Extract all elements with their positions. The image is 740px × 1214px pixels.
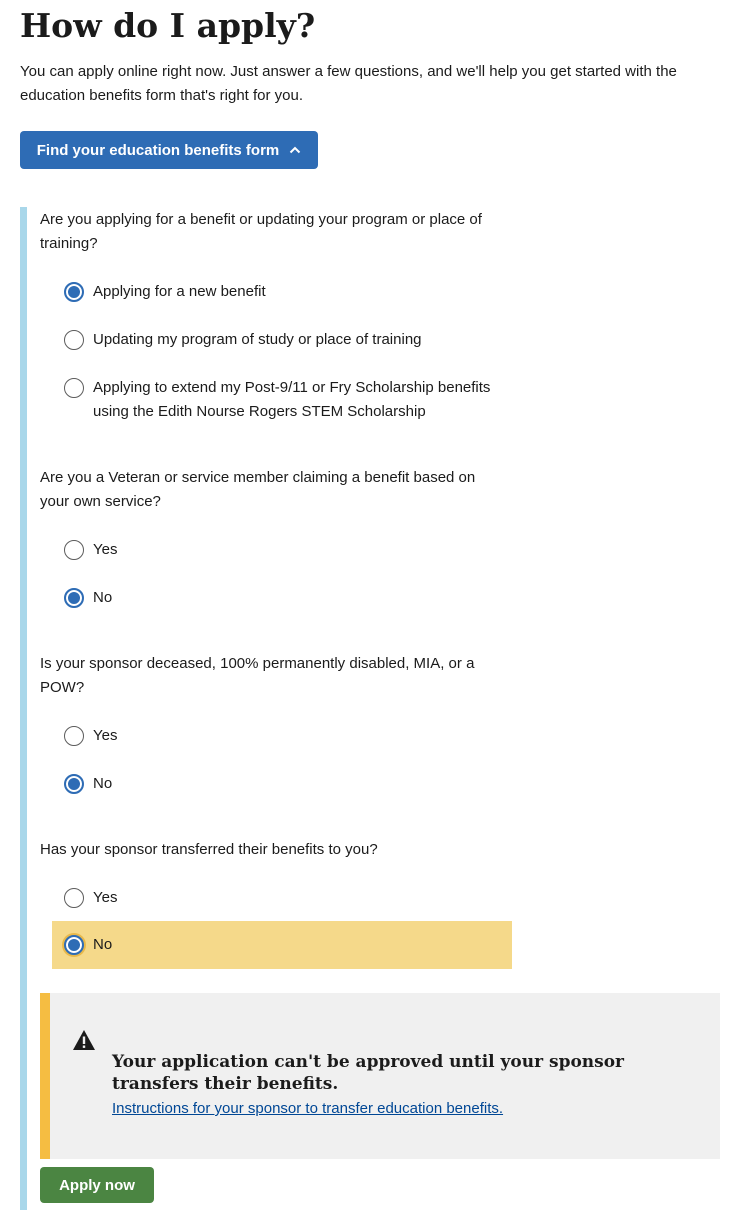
option-label: Yes bbox=[93, 727, 118, 744]
radio-transfer-yes[interactable] bbox=[64, 888, 84, 908]
option-transfer-no[interactable] bbox=[52, 921, 512, 969]
radio-sponsor-status-no[interactable] bbox=[64, 774, 84, 794]
radio-veteran-no[interactable] bbox=[64, 588, 84, 608]
apply-now-button[interactable]: Apply now bbox=[40, 1167, 154, 1203]
option-label: Updating my program of study or place of training bbox=[93, 331, 422, 348]
option-stem-extension[interactable] bbox=[52, 376, 512, 424]
option-new-benefit[interactable] bbox=[52, 280, 512, 304]
option-label: No bbox=[93, 936, 113, 953]
question-sponsor-transfer: Has your sponsor transferred their benefits to you? bbox=[40, 841, 378, 858]
option-label: Applying to extend my Post-9/11 or Fry Scholarship benefits using the Edith Nourse Rogers STEM Scholarship bbox=[93, 379, 491, 420]
option-veteran-no[interactable] bbox=[52, 586, 512, 610]
page-title: How do I apply? bbox=[20, 6, 316, 45]
question-sponsor-status: Is your sponsor deceased, 100% permanently disabled, MIA, or a POW? bbox=[40, 655, 475, 696]
option-sponsor-status-no[interactable] bbox=[52, 772, 512, 796]
option-label: No bbox=[93, 589, 113, 606]
find-form-button-label: Find your education benefits form bbox=[36, 141, 280, 159]
option-update-program[interactable] bbox=[52, 328, 512, 352]
option-label: Applying for a new benefit bbox=[93, 283, 266, 300]
option-transfer-yes[interactable] bbox=[52, 886, 512, 910]
radio-update-program[interactable] bbox=[64, 330, 84, 350]
radio-new-benefit[interactable] bbox=[64, 282, 84, 302]
question-veteran-service: Are you a Veteran or service member claiming a benefit based on your own service? bbox=[40, 469, 476, 510]
questions-panel-border bbox=[20, 207, 27, 1210]
radio-transfer-no[interactable] bbox=[64, 935, 84, 955]
intro-text: You can apply online right now. Just answer a few questions, and we'll help you get started with the education benefits form that's right for you. bbox=[20, 63, 677, 104]
option-sponsor-status-yes[interactable] bbox=[52, 724, 512, 748]
sponsor-transfer-instructions-link[interactable]: Instructions for your sponsor to transfer education benefits. bbox=[112, 1100, 504, 1117]
option-label: Yes bbox=[93, 889, 118, 906]
radio-sponsor-status-yes[interactable] bbox=[64, 726, 84, 746]
radio-stem-extension[interactable] bbox=[64, 378, 84, 398]
option-veteran-yes[interactable] bbox=[52, 538, 512, 562]
find-form-button[interactable] bbox=[20, 131, 318, 169]
chevron-up-icon bbox=[289, 146, 301, 154]
warning-icon bbox=[72, 1029, 96, 1051]
warning-alert bbox=[40, 993, 720, 1159]
option-label: Yes bbox=[93, 541, 118, 558]
radio-veteran-yes[interactable] bbox=[64, 540, 84, 560]
option-label: No bbox=[93, 775, 113, 792]
question-benefit-type: Are you applying for a benefit or updating your program or place of training? bbox=[40, 211, 482, 252]
alert-heading: Your application can't be approved until your sponsor transfers their benefits. bbox=[112, 1052, 625, 1094]
